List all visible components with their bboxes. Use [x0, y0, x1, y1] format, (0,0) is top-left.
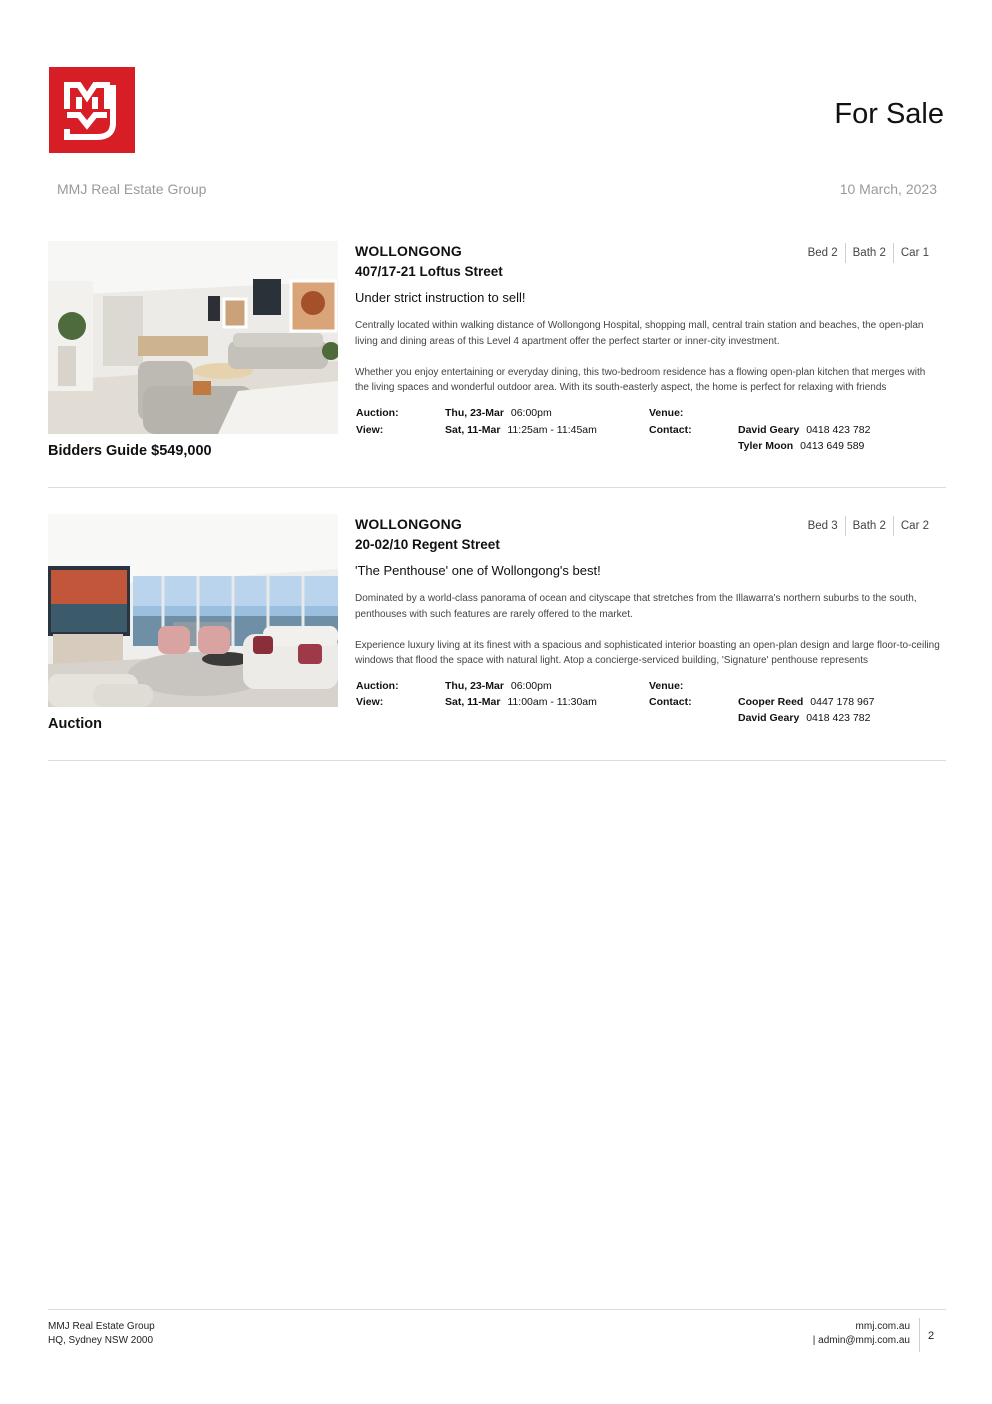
bath-count: Bath 2 — [845, 243, 893, 263]
listing-card — [48, 241, 946, 488]
listing-divider — [48, 487, 946, 488]
description-paragraph: Centrally located within walking distance of Wollongong Hospital, shopping mall, central train station and beaches, the open-plan living and dining areas of this Level 4 apartment offer the perfect starter or inner-city investment. — [355, 320, 924, 347]
agent-name: David Geary — [738, 424, 800, 436]
footer-agency-name: MMJ Real Estate Group — [48, 1321, 155, 1332]
listing-address[interactable]: 20-02/10 Regent Street — [355, 537, 500, 552]
car-count: Car 1 — [893, 243, 936, 263]
contact-agent[interactable] — [738, 696, 875, 708]
contact-label: Contact: — [649, 424, 692, 436]
agency-name: MMJ Real Estate Group — [57, 181, 207, 197]
bath-count: Bath 2 — [845, 516, 893, 536]
price-guide: Auction — [48, 716, 102, 732]
property-photo[interactable] — [48, 514, 338, 707]
listing-description — [355, 318, 940, 394]
price-guide: Bidders Guide $549,000 — [48, 443, 212, 459]
listing-address[interactable]: 407/17-21 Loftus Street — [355, 264, 503, 279]
living-room-photo-image — [48, 241, 338, 434]
agent-name: David Geary — [738, 712, 800, 724]
auction-day: Thu, 23-Mar — [445, 680, 504, 692]
description-paragraph: Experience luxury living at its finest with a spacious and sophisticated interior boasting an open-plan design and large floor-to-ceiling windows that flood the space with natural light. Atop a concierge-serviced building, 'Signature' penthouse represents — [355, 639, 940, 666]
description-paragraph: Dominated by a world-class panorama of ocean and cityscape that stretches from the Illawarra's northern suburbs to the south, penthouses with such features are rarely offered to the market. — [355, 593, 917, 620]
bed-count: Bed 2 — [807, 247, 838, 259]
view-label: View: — [356, 696, 384, 708]
contact-agent[interactable] — [738, 440, 864, 452]
view-datetime — [445, 424, 597, 436]
auction-label: Auction: — [356, 680, 399, 692]
venue-label: Venue: — [649, 407, 684, 419]
footer-divider — [48, 1309, 946, 1310]
listing-suburb: WOLLONGONG — [355, 243, 462, 259]
report-date: 10 March, 2023 — [839, 181, 937, 197]
agent-phone: 0418 423 782 — [806, 424, 871, 436]
listing-suburb: WOLLONGONG — [355, 516, 462, 532]
view-time: 11:00am - 11:30am — [507, 696, 597, 708]
listing-features — [801, 243, 936, 263]
auction-datetime — [445, 680, 552, 692]
page-title: For Sale — [834, 98, 944, 130]
agent-name: Cooper Reed — [738, 696, 804, 708]
view-time: 11:25am - 11:45am — [507, 424, 597, 436]
car-count: Car 2 — [893, 516, 936, 536]
description-paragraph: Whether you enjoy entertaining or everyday dining, this two-bedroom residence has a flowing open-plan kitchen that merges with the living spaces and wonderful outdoor area. With its south-easterly aspect, the home is perfect for relaxing with friends — [355, 366, 926, 393]
page-number: 2 — [928, 1330, 935, 1342]
agent-name: Tyler Moon — [738, 440, 794, 452]
listing-features — [801, 516, 936, 536]
mmj-logo-icon — [49, 67, 135, 153]
listing-divider — [48, 760, 946, 761]
venue-label: Venue: — [649, 680, 684, 692]
mmj-logo — [49, 67, 135, 153]
contact-label: Contact: — [649, 696, 692, 708]
auction-time: 06:00pm — [510, 407, 552, 419]
penthouse-photo-image — [48, 514, 338, 707]
agent-phone: 0418 423 782 — [806, 712, 871, 724]
listing-card — [48, 514, 946, 761]
footer-email-link[interactable]: | admin@mmj.com.au — [812, 1335, 910, 1346]
view-label: View: — [356, 424, 384, 436]
footer-website-link[interactable]: mmj.com.au — [855, 1321, 910, 1332]
view-datetime — [445, 696, 597, 708]
agent-phone: 0447 178 967 — [810, 696, 875, 708]
contact-agent[interactable] — [738, 424, 870, 436]
property-photo[interactable] — [48, 241, 338, 434]
auction-day: Thu, 23-Mar — [445, 407, 504, 419]
auction-datetime — [445, 407, 552, 419]
listing-description — [355, 591, 940, 667]
contact-agent[interactable] — [738, 712, 870, 724]
view-day: Sat, 11-Mar — [445, 424, 501, 436]
view-day: Sat, 11-Mar — [445, 696, 501, 708]
auction-label: Auction: — [356, 407, 399, 419]
listing-headline: 'The Penthouse' one of Wollongong's best! — [355, 563, 601, 578]
auction-time: 06:00pm — [510, 680, 552, 692]
footer-address: HQ, Sydney NSW 2000 — [48, 1335, 154, 1346]
listing-headline: Under strict instruction to sell! — [355, 290, 526, 305]
agent-phone: 0413 649 589 — [800, 440, 865, 452]
bed-count: Bed 3 — [807, 520, 838, 532]
footer-separator — [919, 1318, 920, 1352]
